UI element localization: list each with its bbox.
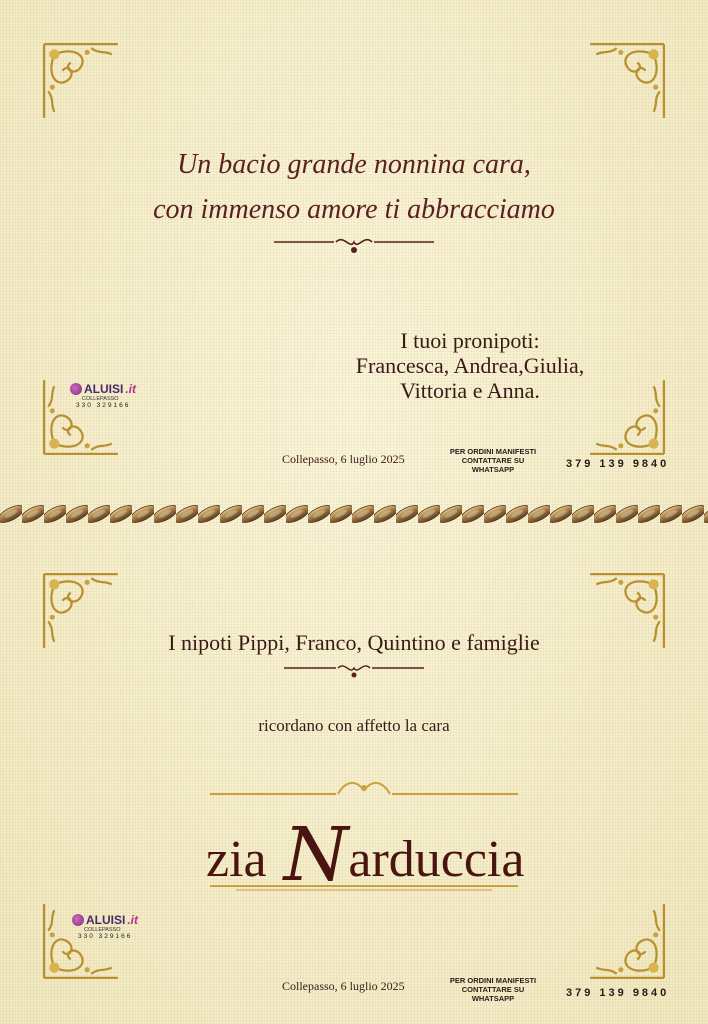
verse-line-2: con immenso amore ti abbracciamo <box>153 194 555 225</box>
verse-line-1: Un bacio grande nonnina cara, <box>177 149 531 180</box>
ornament-corner-icon <box>586 900 668 982</box>
signers <box>320 328 620 403</box>
deceased-name-plate <box>206 776 525 898</box>
nipoti-line: I nipoti Pippi, Franco, Quintino e famiglie <box>168 630 540 655</box>
orders-line-2: CONTATTARE SU WHATSAPP <box>461 985 525 1003</box>
signers-line-1: I tuoi pronipoti: <box>400 328 540 353</box>
flourish-divider-icon <box>274 232 434 256</box>
orders-notice <box>443 447 543 474</box>
orders-line-2: CONTATTARE SU WHATSAPP <box>461 456 525 474</box>
logo-phone: 330 329166 <box>78 933 133 940</box>
orders-notice <box>443 976 543 1003</box>
whatsapp-phone: 379 139 9840 <box>566 987 670 999</box>
agency-logo <box>72 913 152 940</box>
orders-line-1: PER ORDINI MANIFESTI <box>449 447 537 456</box>
logo-swirl-icon <box>72 914 84 926</box>
logo-brand: ALUISI <box>84 382 124 396</box>
ornament-corner-icon <box>40 40 122 122</box>
whatsapp-phone: 379 139 9840 <box>566 458 670 470</box>
name-rest: arduccia <box>348 831 525 888</box>
signers-line-3: Vittoria e Anna. <box>400 378 540 403</box>
logo-brand-suffix: .it <box>127 913 139 927</box>
logo-brand-suffix: .it <box>125 382 137 396</box>
place-date: Collepasso, 6 luglio 2025 <box>282 452 405 466</box>
place-date: Collepasso, 6 luglio 2025 <box>282 979 405 993</box>
agency-logo <box>70 382 150 409</box>
ornament-corner-icon <box>586 40 668 122</box>
orders-line-1: PER ORDINI MANIFESTI <box>449 976 537 985</box>
name-prefix: zia <box>206 831 280 888</box>
deceased-name <box>206 812 525 898</box>
logo-phone: 330 329166 <box>76 402 131 409</box>
logo-location: COLLEPASSO <box>84 927 121 933</box>
logo-brand: ALUISI <box>86 913 126 927</box>
rope-chain-divider-icon <box>0 496 708 532</box>
logo-swirl-icon <box>70 383 82 395</box>
ricordano-line: ricordano con affetto la cara <box>258 716 450 735</box>
flourish-divider-icon <box>284 660 424 680</box>
name-initial: N <box>283 812 349 898</box>
logo-location: COLLEPASSO <box>82 396 119 402</box>
verse <box>0 142 708 232</box>
signers-line-2: Francesca, Andrea,Giulia, <box>355 353 585 378</box>
top-panel <box>0 0 708 500</box>
